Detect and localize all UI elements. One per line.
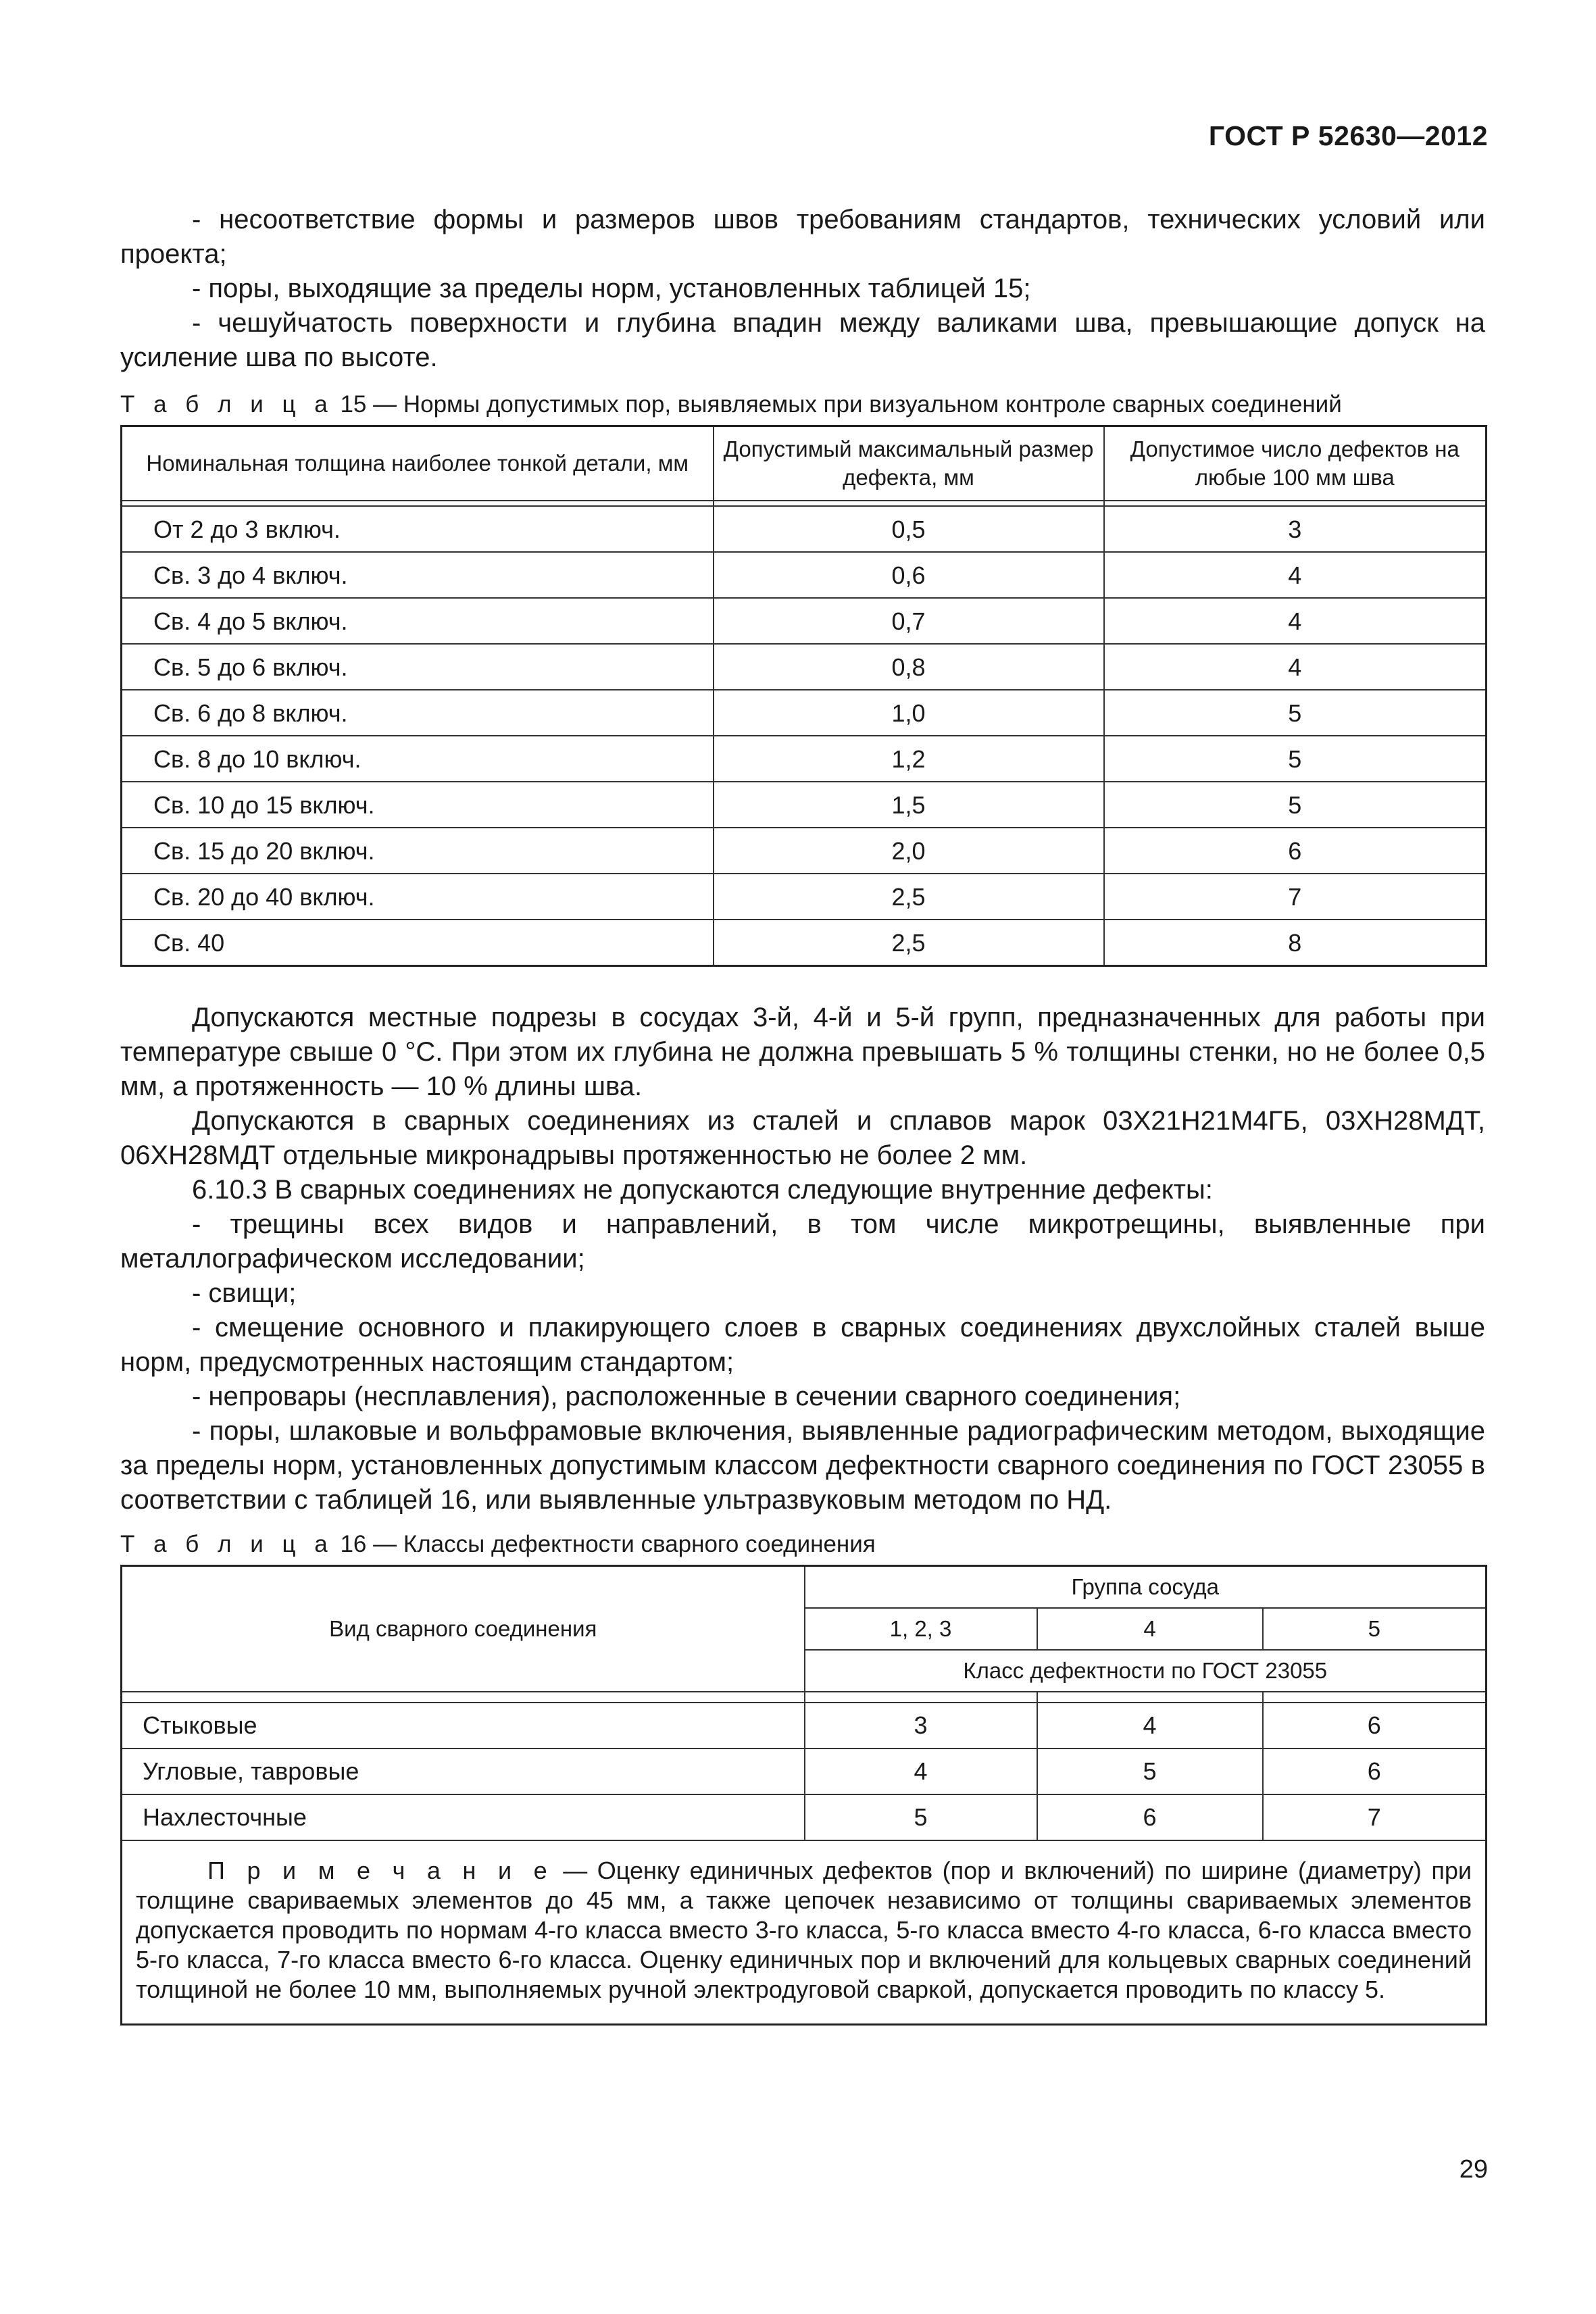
defect-item-pores-inclusions: - поры, шлаковые и вольфрамовые включения, выявленные радиографическим методом, выходящие за пределы норм, установленных допустимым классом дефектности сварного соединения по ГОСТ 23055 в соответствии с таблицей 16, или выявленные ультразвуковым методом по НД. (120, 1416, 1485, 1515)
table-cell: 6 (1104, 828, 1487, 874)
table-cell: 2,0 (714, 828, 1104, 874)
table16-caption (120, 1530, 1485, 1559)
table-row (122, 506, 1487, 552)
table-cell: 4 (1104, 598, 1487, 644)
table-row (122, 690, 1487, 736)
paragraph-microtears: Допускаются в сварных соединениях из сталей и сплавов марок 03Х21Н21М4ГБ, 03ХН28МДТ, 06ХН28МДТ отдельные микронадрывы протяженностью не более 2 мм. (120, 1106, 1485, 1170)
table-cell: 2,5 (714, 920, 1104, 966)
defect-item-layer-shift: - смещение основного и плакирующего слоев в сварных соединениях двухслойных сталей выше норм, предусмотренных настоящим стандартом; (120, 1313, 1485, 1377)
table16-header-joint-type: Вид сварного соединения (122, 1566, 805, 1692)
table16-group-5: 5 (1263, 1608, 1487, 1650)
table-cell: Св. 40 (122, 920, 714, 966)
table-cell: 1,2 (714, 736, 1104, 782)
table-cell: 0,6 (714, 552, 1104, 598)
table16-header-vessel-group: Группа сосуда (805, 1566, 1487, 1608)
table-row (122, 598, 1487, 644)
paragraph-clause-6-10-3: 6.10.3 В сварных соединениях не допускаются следующие внутренние дефекты: (192, 1175, 1213, 1205)
table-row (122, 1749, 1487, 1794)
table16-header-defect-class: Класс дефектности по ГОСТ 23055 (805, 1650, 1487, 1692)
table-cell: От 2 до 3 включ. (122, 506, 714, 552)
document-code: ГОСТ Р 52630—2012 (1208, 120, 1488, 151)
note-label: П р и м е ч а н и е (207, 1856, 553, 1884)
table-row (122, 874, 1487, 920)
table15-header-max-size: Допустимый максимальный размер дефекта, мм (714, 426, 1104, 501)
table-cell: Св. 10 до 15 включ. (122, 782, 714, 828)
table-cell: 5 (805, 1794, 1037, 1840)
table16-group-1-2-3: 1, 2, 3 (805, 1608, 1037, 1650)
table-cell: 6 (1263, 1703, 1487, 1749)
table15-header-row (122, 426, 1487, 501)
table16-note (122, 1840, 1487, 2025)
table-row (122, 736, 1487, 782)
page-number: 29 (1459, 2155, 1488, 2184)
table-cell: Нахлесточные (122, 1794, 805, 1840)
table-row (122, 644, 1487, 690)
table-cell: 6 (1263, 1749, 1487, 1794)
table-16 (120, 1565, 1487, 2026)
table-cell: 4 (805, 1749, 1037, 1794)
intro-item-3: - чешуйчатость поверхности и глубина впадин между валиками шва, превышающие допуск на усиление шва по высоте. (120, 308, 1485, 372)
page-content (120, 203, 1485, 2026)
table16-header-row-1 (122, 1566, 1487, 1608)
intro-item-2: - поры, выходящие за пределы норм, установленных таблицей 15; (192, 274, 1031, 303)
table-cell: 1,5 (714, 782, 1104, 828)
table-cell: Св. 20 до 40 включ. (122, 874, 714, 920)
table16-title: 16 — Классы дефектности сварного соединения (340, 1531, 876, 1557)
defect-item-cracks: - трещины всех видов и направлений, в том числе микротрещины, выявленные при металлографическом исследовании; (120, 1209, 1485, 1274)
note-text: — Оценку единичных дефектов (пор и включений) по ширине (диаметру) при толщине свариваемых элементов до 45 мм, а также цепочек независимо от толщины свариваемых элементов допускается проводить по нормам 4-го класса вместо 3-го класса, 5-го класса вместо 4-го класса, 6-го класса вместо 5-го класса, 7-го класса вместо 6-го класса. Оценку единичных пор и включений для кольцевых сварных соединений толщиной не более 10 мм, выполняемых ручной электродуговой сваркой, допускается проводить по классу 5. (136, 1856, 1472, 2003)
table-cell: Св. 3 до 4 включ. (122, 552, 714, 598)
table-cell: 3 (805, 1703, 1037, 1749)
table15-title: 15 — Нормы допустимых пор, выявляемых при визуальном контроле сварных соединений (340, 391, 1342, 418)
table-cell: 0,8 (714, 644, 1104, 690)
defect-item-fistulas: - свищи; (192, 1278, 297, 1308)
table-cell: 4 (1104, 552, 1487, 598)
table16-label: Т а б л и ц а (120, 1531, 334, 1557)
table-row (122, 552, 1487, 598)
table15-header-thickness: Номинальная толщина наиболее тонкой детали, мм (122, 426, 714, 501)
table-cell: Стыковые (122, 1703, 805, 1749)
table15-label: Т а б л и ц а (120, 391, 334, 418)
table-cell: 7 (1263, 1794, 1487, 1840)
table-cell: 0,5 (714, 506, 1104, 552)
table-row (122, 828, 1487, 874)
table16-group-4: 4 (1037, 1608, 1263, 1650)
table-cell: Св. 4 до 5 включ. (122, 598, 714, 644)
table-cell: Св. 8 до 10 включ. (122, 736, 714, 782)
table-cell: 2,5 (714, 874, 1104, 920)
table15-caption (120, 390, 1485, 420)
paragraph-undercuts: Допускаются местные подрезы в сосудах 3-й, 4-й и 5-й групп, предназначенных для работы при температуре свыше 0 °С. При этом их глубина не должна превышать 5 % толщины стенки, но не более 0,5 мм, а протяженность — 10 % длины шва. (120, 1003, 1485, 1101)
table-cell: 8 (1104, 920, 1487, 966)
table-cell: 5 (1104, 782, 1487, 828)
defect-item-lack-of-fusion: - непровары (несплавления), расположенные в сечении сварного соединения; (192, 1382, 1181, 1411)
table-cell: 0,7 (714, 598, 1104, 644)
table-cell: 5 (1104, 690, 1487, 736)
table-cell: 3 (1104, 506, 1487, 552)
table-cell: Св. 5 до 6 включ. (122, 644, 714, 690)
table15-separator (122, 501, 1487, 506)
table-row (122, 1703, 1487, 1749)
table-row (122, 782, 1487, 828)
table-cell: Св. 6 до 8 включ. (122, 690, 714, 736)
table-cell: Угловые, тавровые (122, 1749, 805, 1794)
table-cell: 4 (1037, 1703, 1263, 1749)
table16-separator (122, 1692, 1487, 1703)
table-cell: 5 (1104, 736, 1487, 782)
table-row (122, 920, 1487, 966)
table-cell: Св. 15 до 20 включ. (122, 828, 714, 874)
intro-item-1: - несоответствие формы и размеров швов требованиям стандартов, технических условий или проекта; (120, 205, 1485, 269)
table-row (122, 1794, 1487, 1840)
table-cell: 6 (1037, 1794, 1263, 1840)
table-15 (120, 425, 1487, 967)
table-cell: 1,0 (714, 690, 1104, 736)
table16-note-row (122, 1840, 1487, 2025)
table-cell: 4 (1104, 644, 1487, 690)
table15-header-count: Допустимое число дефектов на любые 100 мм шва (1104, 426, 1487, 501)
table-cell: 5 (1037, 1749, 1263, 1794)
table-cell: 7 (1104, 874, 1487, 920)
table15-body (122, 506, 1487, 966)
